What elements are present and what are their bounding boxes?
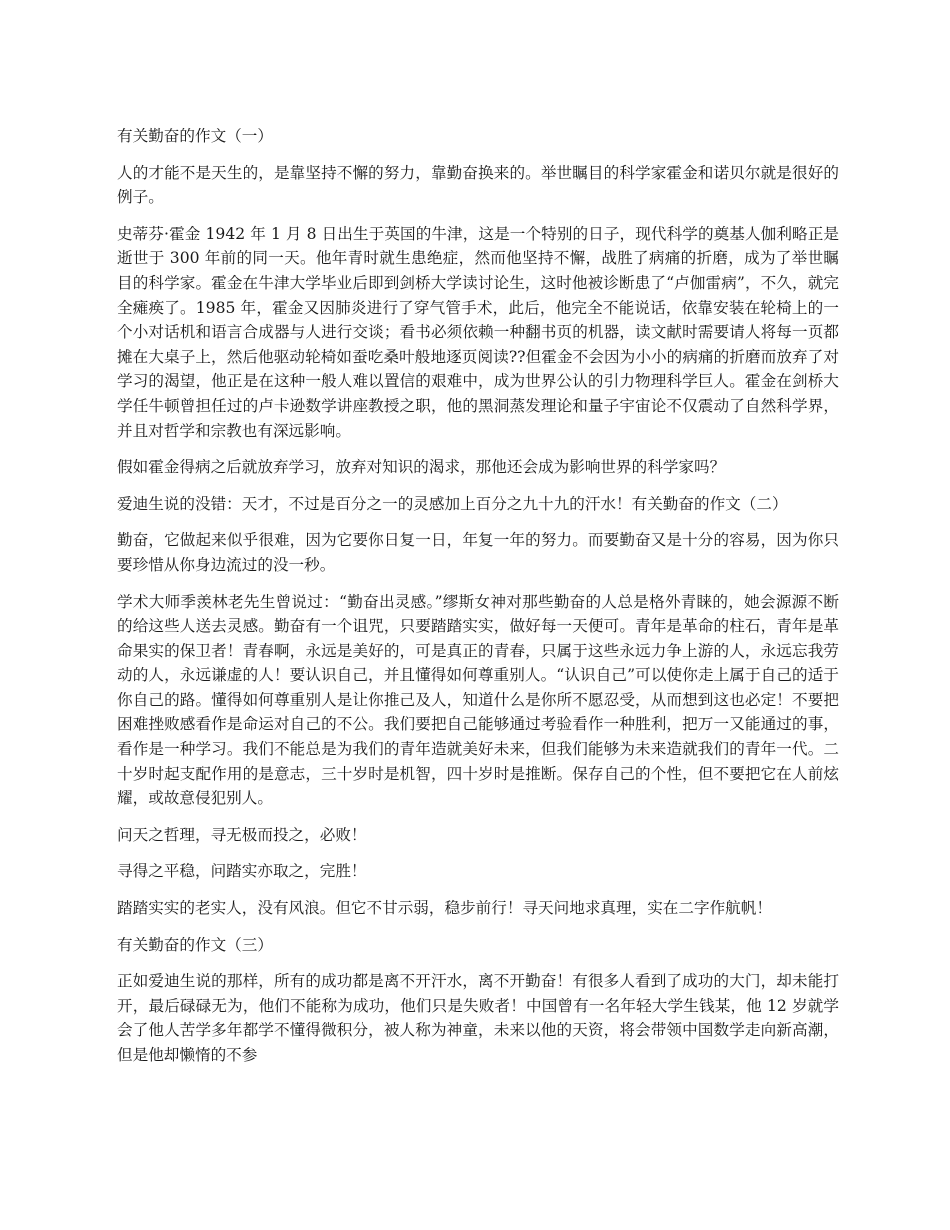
paragraph: 假如霍金得病之后就放弃学习，放弃对知识的渴求，那他还会成为影响世界的科学家吗？: [117, 458, 726, 477]
essay-heading-3: 有关勤奋的作文（三）: [117, 935, 273, 954]
paragraph: 史蒂芬·霍金 1942 年 1 月 8 日出生于英国的牛津，这是一个特别的日子，现代科学的奠基人伽利略正是逝世于 300 年前的同一天。他年青时就生患绝症，然而他坚持不懈，战胜了病痛的折磨，成为了举世瞩目的科学家。霍金在牛津大学毕业后即到剑桥大学读讨论生，这时他被诊断患了“卢伽雷病”，不久，就完全瘫痪了。1985 年，霍金又因肺炎进行了穿气管手术，此后，他完全不能说话，依靠安装在轮椅上的一个小对话机和语言合成器与人进行交谈；看书必须依赖一种翻书页的机器，读文献时需要请人将每一页都摊在大桌子上，然后他驱动轮椅如蚕吃桑叶般地逐页阅读??但霍金不会因为小小的病痛的折磨而放弃了对学习的渴望，他正是在这种一般人难以置信的艰难中，成为世界公认的引力物理科学巨人。霍金在剑桥大学任牛顿曾担任过的卢卡逊数学讲座教授之职，他的黑洞蒸发理论和量子宇宙论不仅震动了自然科学界，并且对哲学和宗教也有深远影响。: [117, 224, 839, 440]
paragraph: 问天之哲理，寻无极而投之，必败！: [117, 825, 367, 844]
paragraph: 正如爱迪生说的那样，所有的成功都是离不开汗水，离不开勤奋！有很多人看到了成功的大门，却未能打开，最后碌碌无为，他们不能称为成功，他们只是失败者！中国曾有一名年轻大学生钱某，他 12 岁就学会了他人苦学多年都学不懂得微积分，被人称为神童，未来以他的天资，将会带领中国数学走向新高潮，但是他却懒惰的不参: [117, 972, 839, 1064]
paragraph: 踏踏实实的老实人，没有风浪。但它不甘示弱，稳步前行！寻天问地求真理，实在二字作航帆！: [117, 899, 772, 918]
paragraph: 人的才能不是天生的，是靠坚持不懈的努力，靠勤奋换来的。举世瞩目的科学家霍金和诺贝尔就是很好的例子。: [117, 163, 839, 207]
paragraph: 爱迪生说的没错：天才，不过是百分之一的灵感加上百分之九十九的汗水！有关勤奋的作文（二）: [117, 494, 788, 513]
paragraph: 学术大师季羡林老先生曾说过：“勤奋出灵感。”缪斯女神对那些勤奋的人总是格外青睐的，她会源源不断的给这些人送去灵感。勤奋有一个诅咒，只要踏踏实实，做好每一天便可。青年是革命的柱石，青年是革命果实的保卫者！青春啊，永远是美好的，可是真正的青春，只属于这些永远力争上游的人，永远忘我劳动的人，永远谦虚的人！要认识自己，并且懂得如何尊重别人。“认识自己”可以使你走上属于自己的适于你自己的路。懂得如何尊重别人是让你推己及人，知道什么是你所不愿忍受，从而想到这也必定！不要把困难挫败感看作是命运对自己的不公。我们要把自己能够通过考验看作一种胜利，把万一又能通过的事，看作是一种学习。我们不能总是为我们的青年造就美好未来，但我们能够为未来造就我们的青年一代。二十岁时起支配作用的是意志，三十岁时是机智，四十岁时是推断。保存自己的个性，但不要把它在人前炫耀，或故意侵犯别人。: [117, 592, 839, 808]
essay-heading-1: 有关勤奋的作文（一）: [117, 127, 273, 145]
paragraph: 寻得之平稳，问踏实亦取之，完胜！: [117, 862, 367, 881]
paragraph: 勤奋，它做起来似乎很难，因为它要你日复一日，年复一年的努力。而要勤奋又是十分的容易，因为你只要珍惜从你身边流过的没一秒。: [117, 531, 839, 574]
document-page: [117, 124, 839, 1080]
